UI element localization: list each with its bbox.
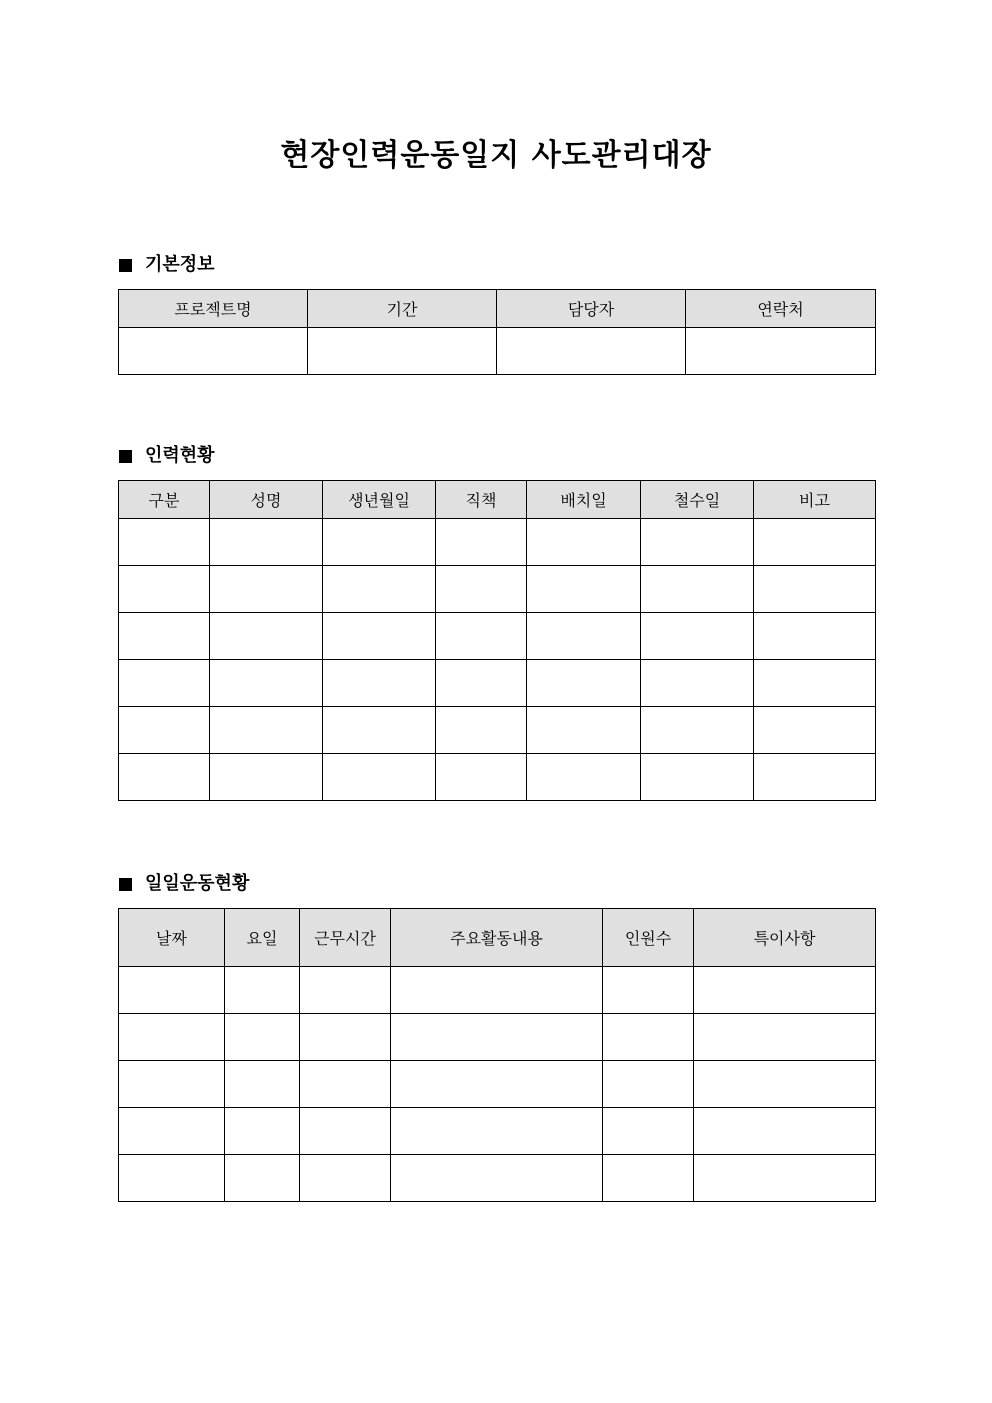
table-cell[interactable] [391, 967, 603, 1014]
section-heading-staff-status [119, 445, 215, 467]
table-header-row [119, 909, 876, 967]
table-cell[interactable] [225, 1014, 300, 1061]
table-cell[interactable] [641, 707, 754, 754]
table-cell[interactable] [527, 754, 641, 801]
table-cell[interactable] [641, 613, 754, 660]
table-cell[interactable] [300, 1014, 391, 1061]
square-bullet-icon [119, 259, 132, 272]
table-cell[interactable] [323, 613, 436, 660]
table-row [119, 328, 876, 375]
table-cell[interactable] [527, 613, 641, 660]
table-cell[interactable] [391, 1155, 603, 1202]
column-header: 요일 [225, 909, 300, 967]
table-cell[interactable] [436, 519, 527, 566]
column-header: 배치일 [527, 481, 641, 519]
table-cell[interactable] [210, 519, 323, 566]
table-cell[interactable] [527, 566, 641, 613]
table-cell[interactable] [119, 613, 210, 660]
table-cell[interactable] [641, 754, 754, 801]
table-cell[interactable] [686, 328, 876, 375]
section-heading-basic-info [119, 254, 215, 276]
column-header: 특이사항 [694, 909, 876, 967]
table-cell[interactable] [225, 1061, 300, 1108]
column-header: 직책 [436, 481, 527, 519]
table-cell[interactable] [497, 328, 686, 375]
table-cell[interactable] [603, 1108, 694, 1155]
table-cell[interactable] [603, 1014, 694, 1061]
column-header: 구분 [119, 481, 210, 519]
table-cell[interactable] [603, 967, 694, 1014]
table-cell[interactable] [436, 660, 527, 707]
table-cell[interactable] [527, 519, 641, 566]
table-cell[interactable] [694, 1014, 876, 1061]
table-cell[interactable] [225, 967, 300, 1014]
table-cell[interactable] [119, 566, 210, 613]
table-cell[interactable] [210, 613, 323, 660]
table-cell[interactable] [210, 707, 323, 754]
table-cell[interactable] [300, 1061, 391, 1108]
column-header: 프로젝트명 [119, 290, 308, 328]
table-cell[interactable] [323, 660, 436, 707]
column-header: 담당자 [497, 290, 686, 328]
table-cell[interactable] [210, 660, 323, 707]
table-cell[interactable] [694, 1108, 876, 1155]
table-cell[interactable] [225, 1155, 300, 1202]
column-header: 근무시간 [300, 909, 391, 967]
table-cell[interactable] [119, 1155, 225, 1202]
table-cell[interactable] [754, 613, 876, 660]
square-bullet-icon [119, 878, 132, 891]
table-header-row [119, 290, 876, 328]
table-cell[interactable] [603, 1155, 694, 1202]
daily-status-table [118, 908, 876, 1202]
table-cell[interactable] [323, 519, 436, 566]
table-row [119, 707, 876, 754]
table-cell[interactable] [119, 707, 210, 754]
section-heading-daily-status [119, 873, 249, 895]
table-cell[interactable] [754, 519, 876, 566]
table-cell[interactable] [119, 754, 210, 801]
table-cell[interactable] [323, 566, 436, 613]
table-row [119, 1014, 876, 1061]
table-cell[interactable] [436, 707, 527, 754]
table-row [119, 1061, 876, 1108]
column-header: 기간 [308, 290, 497, 328]
table-cell[interactable] [694, 1155, 876, 1202]
column-header: 연락처 [686, 290, 876, 328]
table-row [119, 967, 876, 1014]
table-cell[interactable] [641, 566, 754, 613]
table-cell[interactable] [641, 519, 754, 566]
table-cell[interactable] [754, 707, 876, 754]
column-header: 날짜 [119, 909, 225, 967]
table-cell[interactable] [119, 519, 210, 566]
table-cell[interactable] [754, 660, 876, 707]
table-cell[interactable] [527, 660, 641, 707]
table-cell[interactable] [754, 566, 876, 613]
column-header: 인원수 [603, 909, 694, 967]
square-bullet-icon [119, 450, 132, 463]
table-row [119, 1155, 876, 1202]
table-cell[interactable] [119, 967, 225, 1014]
table-cell[interactable] [527, 707, 641, 754]
table-cell[interactable] [300, 967, 391, 1014]
table-header-row [119, 481, 876, 519]
table-row [119, 660, 876, 707]
table-row [119, 566, 876, 613]
table-cell[interactable] [210, 566, 323, 613]
table-cell[interactable] [210, 754, 323, 801]
column-header: 성명 [210, 481, 323, 519]
table-cell[interactable] [391, 1108, 603, 1155]
table-row [119, 754, 876, 801]
table-cell[interactable] [391, 1014, 603, 1061]
table-cell[interactable] [754, 754, 876, 801]
column-header: 주요활동내용 [391, 909, 603, 967]
section-heading-label: 기본정보 [145, 254, 215, 275]
column-header: 비고 [754, 481, 876, 519]
basic-info-table [118, 289, 876, 375]
table-cell[interactable] [119, 1014, 225, 1061]
table-row [119, 1108, 876, 1155]
table-cell[interactable] [436, 754, 527, 801]
table-cell[interactable] [436, 613, 527, 660]
table-cell[interactable] [323, 707, 436, 754]
table-cell[interactable] [641, 660, 754, 707]
table-cell[interactable] [225, 1108, 300, 1155]
table-cell[interactable] [391, 1061, 603, 1108]
table-cell[interactable] [119, 1108, 225, 1155]
table-cell[interactable] [323, 754, 436, 801]
column-header: 생년월일 [323, 481, 436, 519]
section-heading-label: 일일운동현황 [145, 873, 250, 894]
page-title: 현장인력운동일지 사도관리대장 [280, 138, 712, 173]
table-cell[interactable] [119, 328, 308, 375]
table-cell[interactable] [694, 1061, 876, 1108]
section-heading-label: 인력현황 [145, 445, 215, 466]
staff-status-table [118, 480, 876, 801]
table-cell[interactable] [436, 566, 527, 613]
table-row [119, 613, 876, 660]
table-cell[interactable] [694, 967, 876, 1014]
table-cell[interactable] [119, 1061, 225, 1108]
column-header: 철수일 [641, 481, 754, 519]
table-cell[interactable] [300, 1108, 391, 1155]
table-row [119, 519, 876, 566]
table-cell[interactable] [119, 660, 210, 707]
table-cell[interactable] [308, 328, 497, 375]
table-cell[interactable] [603, 1061, 694, 1108]
table-cell[interactable] [300, 1155, 391, 1202]
